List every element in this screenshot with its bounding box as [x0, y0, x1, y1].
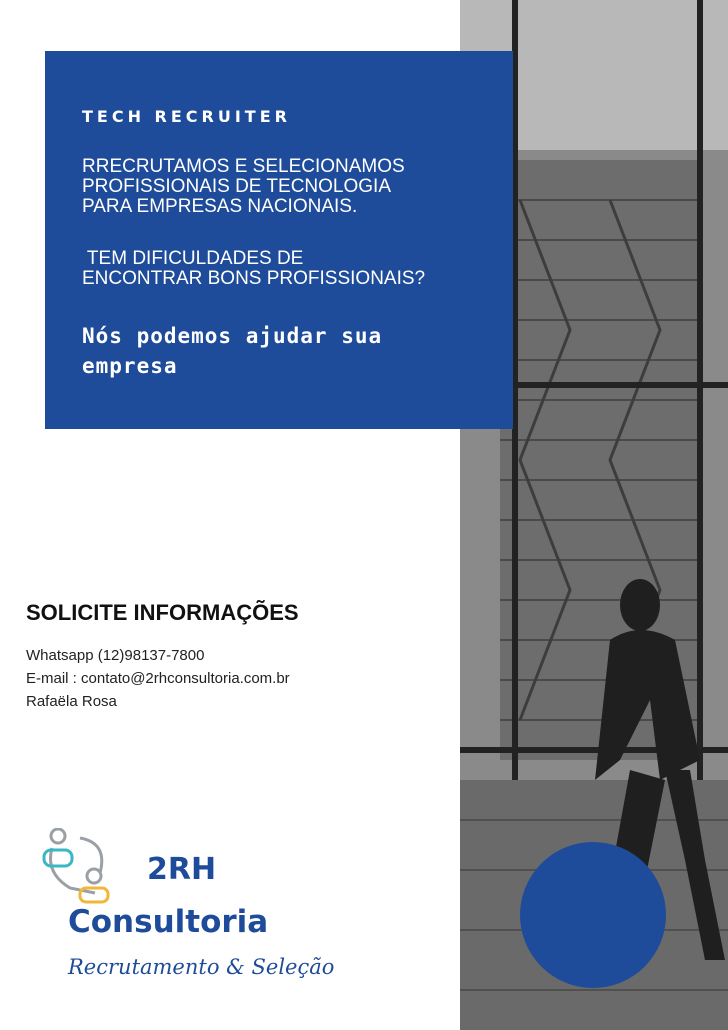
question-paragraph [82, 249, 502, 289]
question-line: ENCONTRAR BONS PROFISSIONAIS? [82, 268, 426, 289]
email-text: E-mail : contato@2rhconsultoria.com.br [26, 670, 290, 687]
logo-top-text: 2RH [147, 852, 217, 887]
eyebrow-title: TECH RECRUITER [82, 107, 291, 126]
decorative-circle [520, 842, 666, 988]
intro-line: RRECRUTAMOS E SELECIONAMOS [82, 156, 405, 177]
people-network-icon [40, 828, 115, 912]
intro-line: PARA EMPRESAS NACIONAIS. [82, 196, 358, 217]
cta-line: empresa [82, 354, 178, 378]
question-line: TEM DIFICULDADES DE [82, 248, 304, 269]
logo-subtitle: Recrutamento & Seleção [68, 955, 335, 979]
whatsapp-text: Whatsapp (12)98137-7800 [26, 647, 205, 664]
intro-line: PROFISSIONAIS DE TECNOLOGIA [82, 176, 391, 197]
cta-text [82, 321, 482, 381]
contact-title: SOLICITE INFORMAÇÕES [26, 600, 299, 625]
logo-main-text: Consultoria [68, 904, 269, 940]
cta-line: Nós podemos ajudar sua [82, 324, 383, 348]
contact-name: Rafaëla Rosa [26, 693, 117, 710]
hero-card [45, 51, 513, 429]
intro-paragraph [82, 157, 502, 217]
